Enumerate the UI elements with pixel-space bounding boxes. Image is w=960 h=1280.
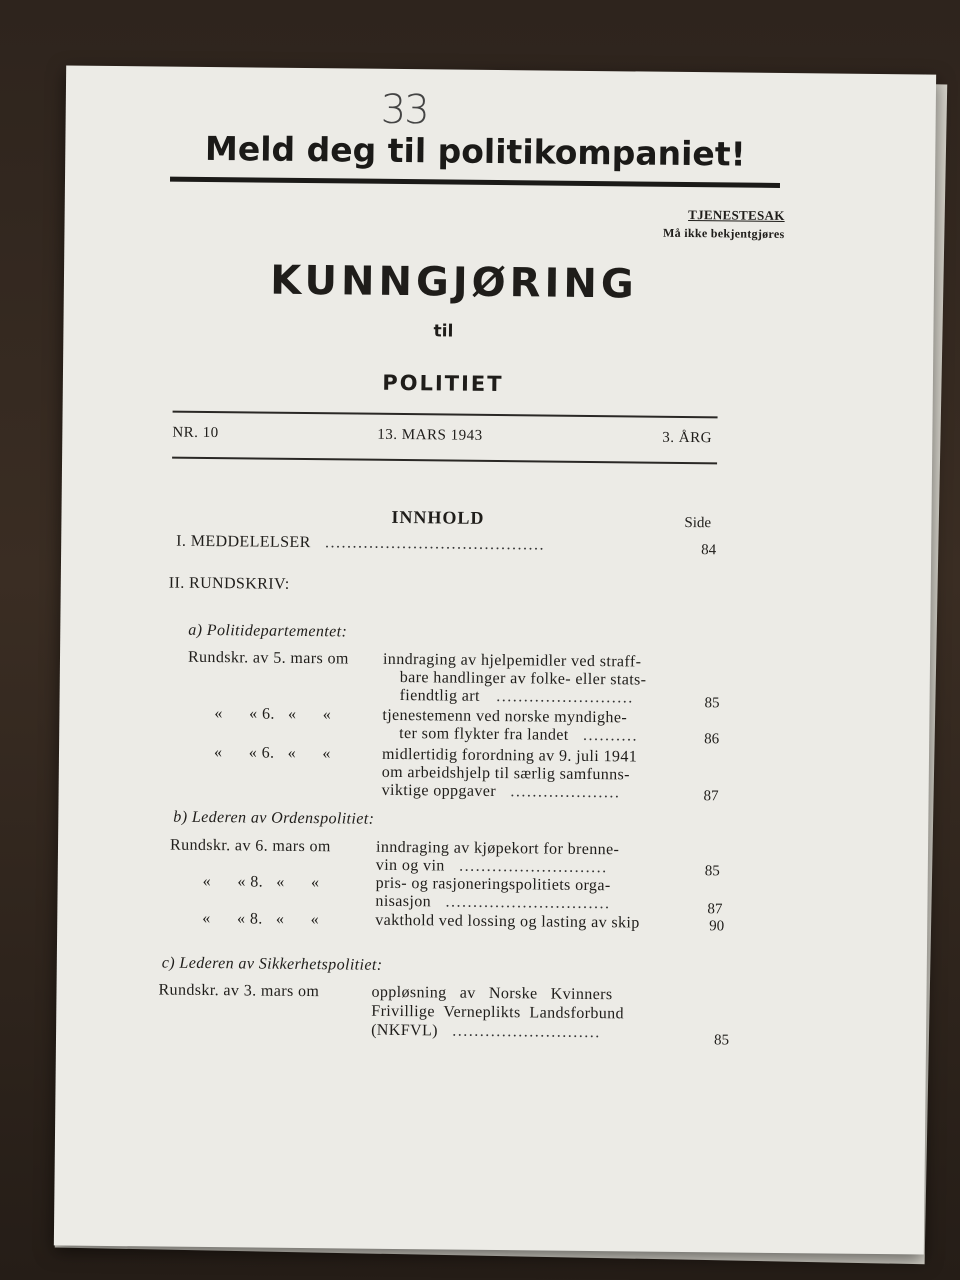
entry-text-line: nisasjon	[375, 892, 432, 911]
classification-line-1: TJENESTESAK	[688, 206, 785, 224]
masthead-rule-bottom	[172, 457, 717, 465]
recipient-title: POLITIET	[382, 370, 504, 397]
issue-number: NR. 10	[172, 424, 219, 442]
issue-info-row	[172, 424, 717, 447]
entry-ditto-prefix: « « 8. « «	[202, 872, 320, 892]
subsection-heading-a: a) Politidepartementet:	[188, 621, 348, 641]
page-column-heading: Side	[684, 514, 712, 532]
entry-text-line: (NKFVL)	[371, 1021, 438, 1040]
entry-text-line: inndraging av hjelpemidler ved straff-	[382, 650, 642, 671]
contents-entry-meddelelser	[176, 533, 545, 555]
entry-last-line	[371, 1022, 601, 1042]
entry-last-line	[400, 687, 634, 707]
entry-ditto-prefix: « « 6. « «	[213, 744, 331, 763]
banner-heading: Meld deg til politikompaniet!	[204, 128, 746, 174]
entry-text-line: om arbeidshjelp til særlig samfunns-	[381, 763, 631, 784]
entry-page-number: 85	[704, 695, 720, 712]
entry-text-line: midlertidig forordning av 9. juli 1941	[381, 745, 638, 766]
entry-leader-dots: ....................	[510, 783, 621, 802]
entry-last-line	[399, 725, 638, 746]
entry-prefix: Rundskr. av 3. mars om	[158, 981, 320, 1001]
subsection-heading-c: c) Lederen av Sikkerhetspolitiet:	[161, 954, 383, 974]
entry-page-number: 85	[713, 1032, 730, 1049]
banner-rule	[170, 177, 780, 188]
entry-leader-dots: ..........	[582, 726, 639, 745]
entry-leader-dots: ...........................	[459, 857, 608, 877]
entry-text-line: vakthold ved lossing og lasting av skip	[375, 911, 640, 932]
masthead-rule-top	[173, 411, 718, 419]
entry-leader-dots: .........................	[496, 688, 634, 707]
issue-year: 3. ÅRG	[662, 429, 713, 447]
entry-page-number: 90	[709, 918, 725, 935]
entry-ditto-prefix: « « 6. « «	[214, 705, 332, 724]
entry-ditto-prefix: « « 8. « «	[202, 909, 320, 929]
handwritten-number: 33	[380, 86, 428, 134]
entry-prefix: Rundskr. av 6. mars om	[169, 836, 331, 856]
entry-page-number: 87	[707, 901, 723, 918]
entry-prefix: Rundskr. av 5. mars om	[187, 648, 349, 668]
entry-page-number: 85	[704, 863, 720, 880]
title-til: til	[433, 321, 454, 342]
entry-text-line: bare handlinger av folke- eller stats-	[399, 669, 647, 689]
entry-last-line	[376, 857, 608, 877]
entry-label: I. MEDDELELSER	[176, 532, 311, 552]
entry-page-number: 84	[701, 542, 717, 559]
entry-last-line	[375, 893, 610, 913]
classification-line-2: Må ikke bekjentgjøres	[663, 225, 785, 242]
entry-page-number: 86	[704, 731, 720, 748]
contents-heading: INNHOLD	[391, 506, 485, 528]
entry-leader-dots: ..............................	[445, 893, 611, 913]
entry-text-line: ter som flykter fra landet	[399, 725, 569, 744]
document-title: KUNNGJØRING	[270, 257, 638, 308]
entry-text-line: oppløsning av Norske Kvinners	[371, 983, 613, 1004]
entry-last-line	[382, 782, 621, 802]
entry-text-line: viktige oppgaver	[381, 781, 497, 801]
document-page	[54, 65, 936, 1254]
entry-leader-dots: ...........................	[452, 1022, 601, 1042]
classification-stamp	[663, 207, 785, 242]
entry-text-line: fiendtlig art	[399, 687, 481, 705]
entry-text-line: vin og vin	[375, 856, 445, 875]
entry-text-line: Frivillige Verneplikts Landsforbund	[371, 1002, 625, 1023]
entry-leader-dots: ........................................	[325, 534, 546, 554]
entry-text-line: tjenestemenn ved norske myndighe-	[382, 706, 628, 727]
contents-section-rundskriv: II. RUNDSKRIV:	[168, 574, 290, 593]
issue-date: 13. MARS 1943	[377, 426, 483, 444]
entry-page-number: 87	[703, 788, 719, 805]
entry-text-line: inndraging av kjøpekort for brenne-	[375, 838, 620, 859]
subsection-heading-b: b) Lederen av Ordenspolitiet:	[173, 808, 375, 828]
entry-text-line: pris- og rasjoneringspolitiets orga-	[375, 874, 611, 895]
